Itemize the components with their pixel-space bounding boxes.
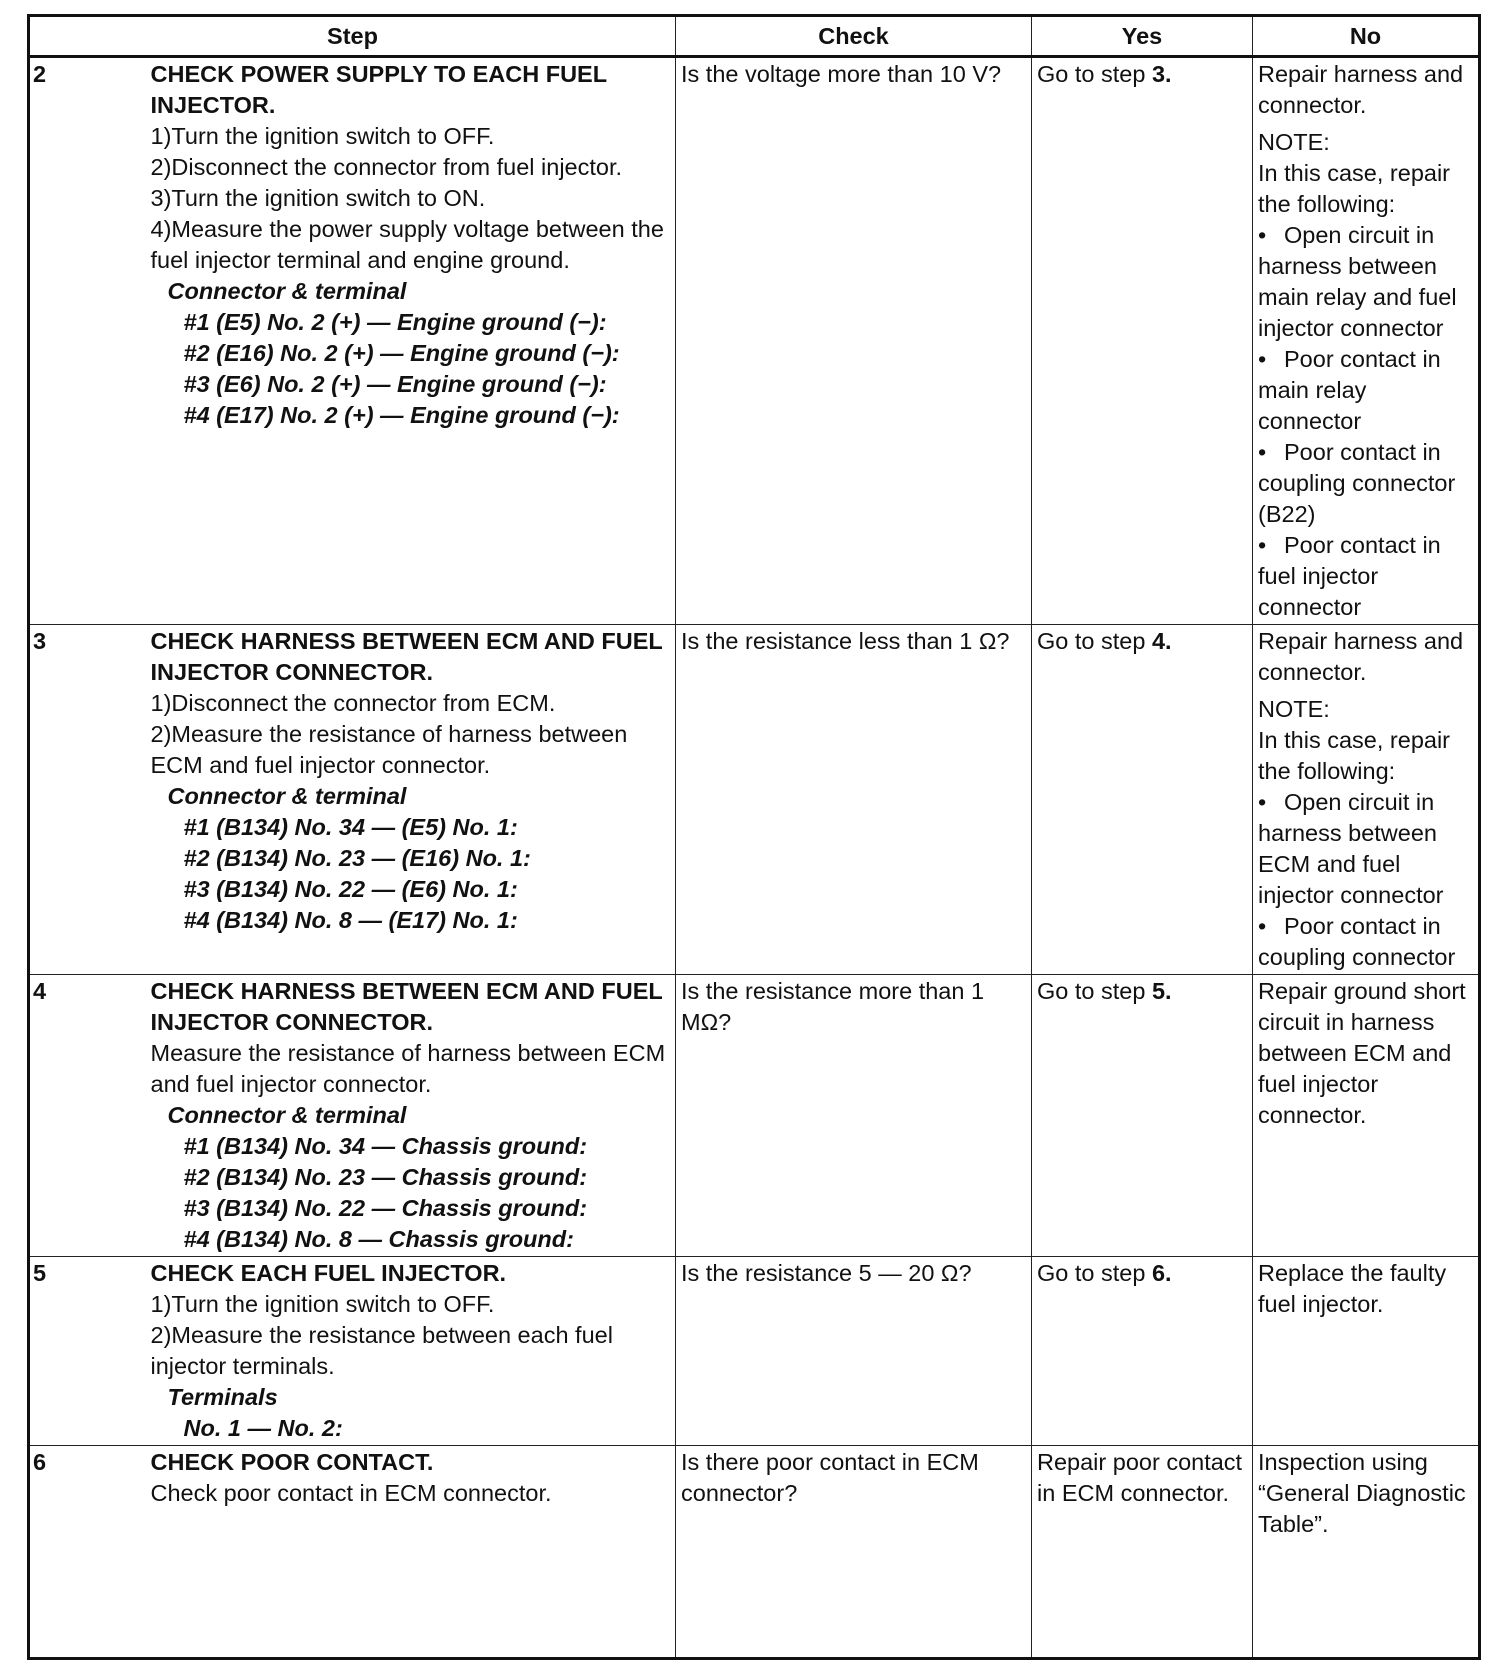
terminal-spec: #2 (B134) No. 23 — (E16) No. 1:	[183, 845, 531, 871]
no-cell	[1253, 1446, 1480, 1659]
yes-step-ref: 6.	[1151, 1260, 1172, 1286]
yes-prefix: Go to step	[1037, 1260, 1152, 1286]
yes-prefix: Go to step	[1037, 61, 1152, 87]
step-cell	[150, 975, 676, 1257]
step-title: CHECK EACH FUEL INJECTOR.	[150, 1260, 507, 1286]
no-cell	[1253, 975, 1480, 1257]
no-action: Repair harness and connector.	[1258, 61, 1464, 118]
step-number: 6	[29, 1446, 150, 1659]
yes-prefix: Go to step	[1037, 978, 1152, 1004]
step-title: CHECK HARNESS BETWEEN ECM AND FUEL INJECTOR CONNECTOR.	[150, 628, 663, 685]
yes-cell: Repair poor contact in ECM connector.	[1032, 1446, 1253, 1659]
step-instruction: 3)Turn the ignition switch to ON.	[150, 185, 486, 211]
step-instruction: 4)Measure the power supply voltage between the fuel injector terminal and engine ground.	[150, 216, 664, 273]
bullet-text: Poor contact in coupling connector (B22)	[1258, 439, 1456, 527]
bullet-icon: •	[1258, 346, 1267, 372]
no-action: Inspection using “General Diagnostic Table”.	[1258, 1449, 1466, 1537]
step-number: 5	[29, 1257, 150, 1446]
note-label: NOTE:	[1258, 129, 1330, 155]
terminal-spec: #3 (B134) No. 22 — (E6) No. 1:	[183, 876, 518, 902]
step-instruction: 1)Disconnect the connector from ECM.	[150, 690, 556, 716]
yes-cell	[1032, 57, 1253, 625]
step-instruction: 2)Measure the resistance between each fuel injector terminals.	[150, 1322, 613, 1379]
check-cell: Is the voltage more than 10 V?	[676, 57, 1032, 625]
yes-prefix: Go to step	[1037, 628, 1152, 654]
step-title: CHECK POOR CONTACT.	[150, 1449, 434, 1475]
step-cell	[150, 57, 676, 625]
bullet-icon: •	[1258, 913, 1267, 939]
diagnostic-table	[27, 14, 1481, 1660]
yes-cell	[1032, 1257, 1253, 1446]
bullet-icon: •	[1258, 222, 1267, 248]
header-check: Check	[676, 16, 1032, 57]
note-bullet	[1258, 787, 1474, 911]
bullet-icon: •	[1258, 789, 1267, 815]
terminal-spec: #3 (B134) No. 22 — Chassis ground:	[183, 1195, 588, 1221]
terminal-spec: #4 (E17) No. 2 (+) — Engine ground (−):	[183, 402, 620, 428]
header-step: Step	[29, 16, 676, 57]
connector-label: Terminals	[167, 1384, 278, 1410]
terminal-spec: #2 (E16) No. 2 (+) — Engine ground (−):	[183, 340, 620, 366]
step-number: 2	[29, 57, 150, 625]
check-cell: Is the resistance more than 1 MΩ?	[676, 975, 1032, 1257]
bullet-text: Open circuit in harness between main relay and fuel injector connector	[1258, 222, 1457, 341]
table-row	[29, 1257, 1480, 1446]
table-row	[29, 57, 1480, 625]
no-action: Repair ground short circuit in harness between ECM and fuel injector connector.	[1258, 978, 1466, 1128]
note-bullet	[1258, 220, 1474, 344]
note-bullet	[1258, 344, 1474, 437]
step-instruction: 2)Measure the resistance of harness between ECM and fuel injector connector.	[150, 721, 628, 778]
step-title: CHECK POWER SUPPLY TO EACH FUEL INJECTOR.	[150, 61, 607, 118]
no-action: Replace the faulty fuel injector.	[1258, 1260, 1447, 1317]
step-instruction: Measure the resistance of harness between ECM and fuel injector connector.	[150, 1040, 666, 1097]
note-bullet	[1258, 530, 1474, 623]
note-label: NOTE:	[1258, 696, 1330, 722]
step-instruction: 2)Disconnect the connector from fuel injector.	[150, 154, 623, 180]
step-instruction: 1)Turn the ignition switch to OFF.	[150, 123, 495, 149]
step-cell	[150, 1257, 676, 1446]
yes-cell	[1032, 975, 1253, 1257]
bullet-icon: •	[1258, 532, 1267, 558]
terminal-spec: #3 (E6) No. 2 (+) — Engine ground (−):	[183, 371, 607, 397]
terminal-spec: #1 (E5) No. 2 (+) — Engine ground (−):	[183, 309, 607, 335]
header-row	[29, 16, 1480, 57]
step-number: 4	[29, 975, 150, 1257]
bullet-text: Poor contact in coupling connector	[1258, 913, 1456, 970]
terminal-spec: No. 1 — No. 2:	[183, 1415, 343, 1441]
connector-label: Connector & terminal	[167, 278, 407, 304]
no-cell	[1253, 625, 1480, 975]
step-number: 3	[29, 625, 150, 975]
terminal-spec: #4 (B134) No. 8 — Chassis ground:	[183, 1226, 574, 1252]
no-action: Repair harness and connector.	[1258, 628, 1464, 685]
check-cell: Is the resistance less than 1 Ω?	[676, 625, 1032, 975]
step-instruction: Check poor contact in ECM connector.	[150, 1480, 552, 1506]
bullet-text: Poor contact in main relay connector	[1258, 346, 1441, 434]
connector-label: Connector & terminal	[167, 1102, 407, 1128]
terminal-spec: #4 (B134) No. 8 — (E17) No. 1:	[183, 907, 518, 933]
header-yes: Yes	[1032, 16, 1253, 57]
yes-cell	[1032, 625, 1253, 975]
no-cell	[1253, 57, 1480, 625]
terminal-spec: #2 (B134) No. 23 — Chassis ground:	[183, 1164, 588, 1190]
bullet-text: Poor contact in fuel injector connector	[1258, 532, 1441, 620]
no-cell	[1253, 1257, 1480, 1446]
bullet-icon: •	[1258, 439, 1267, 465]
header-no: No	[1253, 16, 1480, 57]
note-intro: In this case, repair the following:	[1258, 727, 1451, 784]
note-bullet	[1258, 437, 1474, 530]
check-cell: Is the resistance 5 — 20 Ω?	[676, 1257, 1032, 1446]
table-row	[29, 1446, 1480, 1659]
bullet-text: Open circuit in harness between ECM and fuel injector connector	[1258, 789, 1444, 908]
step-instruction: 1)Turn the ignition switch to OFF.	[150, 1291, 495, 1317]
note-intro: In this case, repair the following:	[1258, 160, 1451, 217]
terminal-spec: #1 (B134) No. 34 — (E5) No. 1:	[183, 814, 518, 840]
step-cell	[150, 1446, 676, 1659]
table-row	[29, 975, 1480, 1257]
yes-step-ref: 3.	[1151, 61, 1172, 87]
connector-label: Connector & terminal	[167, 783, 407, 809]
note-bullet	[1258, 911, 1474, 973]
check-cell: Is there poor contact in ECM connector?	[676, 1446, 1032, 1659]
step-cell	[150, 625, 676, 975]
yes-step-ref: 5.	[1151, 978, 1172, 1004]
terminal-spec: #1 (B134) No. 34 — Chassis ground:	[183, 1133, 588, 1159]
yes-step-ref: 4.	[1151, 628, 1172, 654]
step-title: CHECK HARNESS BETWEEN ECM AND FUEL INJECTOR CONNECTOR.	[150, 978, 663, 1035]
table-row	[29, 625, 1480, 975]
